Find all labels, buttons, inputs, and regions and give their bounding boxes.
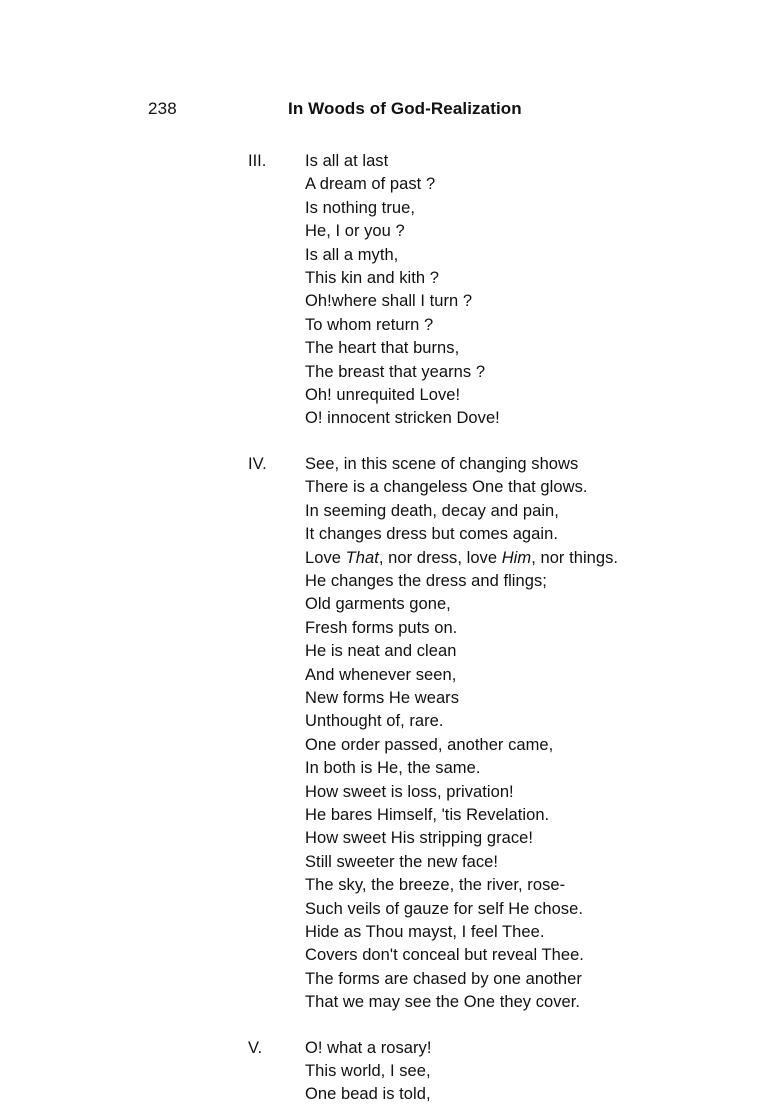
- running-head: [0, 98, 780, 124]
- poem-line: One order passed, another came,: [305, 735, 554, 754]
- stanza: [0, 150, 780, 431]
- poem-line: Is nothing true,: [305, 198, 415, 217]
- poem-line: Is all a myth,: [305, 245, 399, 264]
- poem-line: Hide as Thou mayst, I feel Thee.: [305, 923, 545, 941]
- poem-line: Oh!where shall I turn ?: [305, 292, 473, 311]
- running-title: In Woods of God-Realization: [288, 99, 522, 118]
- poem-line: New forms He wears: [305, 688, 460, 707]
- poem-line: O! innocent stricken Dove!: [305, 409, 500, 428]
- poem-line: How sweet His stripping grace!: [305, 829, 534, 848]
- stanza-numeral: V.: [248, 1038, 263, 1057]
- poem-line: The sky, the breeze, the river, rose-: [305, 876, 566, 895]
- poem-line: This world, I see,: [305, 1062, 431, 1081]
- poem-line: The breast that yearns ?: [305, 362, 486, 381]
- poem-line: Covers don't conceal but reveal Thee.: [305, 946, 584, 965]
- page-number: 238: [148, 99, 177, 118]
- poem-line: O! what a rosary!: [305, 1038, 432, 1057]
- poem-line: In both is He, the same.: [305, 759, 481, 778]
- poem-line: He, I or you ?: [305, 222, 405, 241]
- poem-line: There is a changeless One that glows.: [305, 478, 588, 497]
- poem-line: A dream of past ?: [305, 175, 436, 194]
- poem-line: Oh! unrequited Love!: [305, 386, 461, 405]
- poem-line: It changes dress but comes again.: [305, 525, 558, 544]
- stanza: [0, 1037, 780, 1107]
- stanza-lines: [0, 1037, 780, 1107]
- poem-line: Fresh forms puts on.: [305, 618, 458, 637]
- stanza-lines: [0, 453, 780, 1015]
- stanza-lines: [0, 150, 780, 431]
- stanza-numeral: IV.: [248, 454, 267, 473]
- poem-line: He is neat and clean: [305, 642, 457, 661]
- poem-line: And whenever seen,: [305, 665, 457, 684]
- poem-line: Unthought of, rare.: [305, 712, 444, 731]
- poem-line: Is all at last: [305, 152, 389, 170]
- poem-line: He bares Himself, 'tis Revelation.: [305, 805, 550, 824]
- stanza-numeral: III.: [248, 152, 267, 170]
- poem-line: In seeming death, decay and pain,: [305, 501, 559, 520]
- poem-line: Such veils of gauze for self He chose.: [305, 899, 583, 918]
- poem-line: How sweet is loss, privation!: [305, 782, 514, 801]
- poem-line: Old garments gone,: [305, 595, 451, 614]
- poem-line: He changes the dress and flings;: [305, 571, 547, 590]
- poem-line: The forms are chased by one another: [305, 969, 582, 988]
- poem-line: Still sweeter the new face!: [305, 852, 499, 871]
- poem-line: The heart that burns,: [305, 339, 460, 358]
- poem-body: [0, 150, 780, 1107]
- poem-line: To whom return ?: [305, 315, 434, 334]
- poem-line: Love That, nor dress, love Him, nor things.: [305, 548, 619, 567]
- stanza: [0, 453, 780, 1015]
- poem-line: See, in this scene of changing shows: [305, 454, 579, 473]
- poem-line: One bead is told,: [305, 1085, 431, 1104]
- poem-line: This kin and kith ?: [305, 269, 439, 288]
- poem-line: That we may see the One they cover.: [305, 993, 581, 1012]
